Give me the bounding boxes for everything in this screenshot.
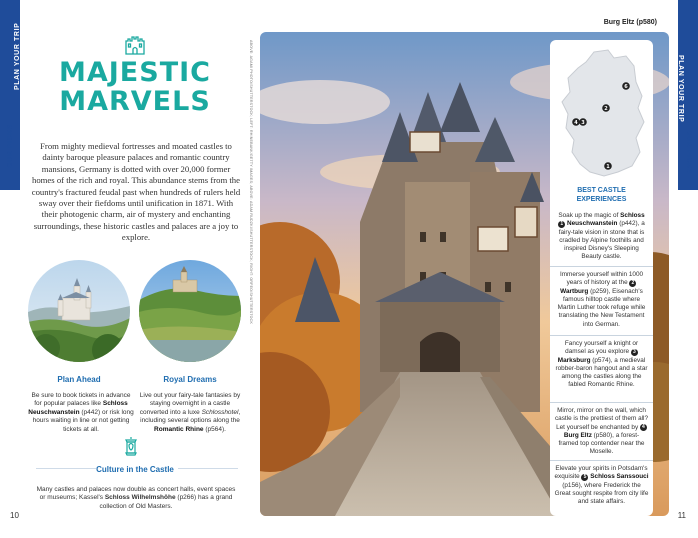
castle-icon [124, 35, 146, 55]
map-marker-label-2: 2 [604, 105, 608, 112]
plan-ahead-text: Be sure to book tickets in advance for popular palaces like Schloss Neuschwanstein (p442) or risk long hours waiting in line or not getting tickets at all. [28, 392, 134, 433]
left-tab-label: PLAN YOUR TRIP [14, 22, 21, 90]
castle-entry-1: Soak up the magic of Schloss 1 Neuschwanstein (p442), a fairy-tale vision in stone that is cradled by Alpine foothills and inspired Disney's Sleeping Beauty castle. [558, 212, 645, 261]
royal-dreams-text: Live out your fairy-tale fantasies by staying overnight in a castle converted into a luxe Schlosshotel, including several options along the Romantic Rhine (p564). [139, 392, 241, 433]
royal-dreams-heading: Royal Dreams [163, 375, 217, 384]
number-badge-4: 4 [640, 424, 647, 431]
page-title [30, 58, 240, 116]
number-badge-5: 5 [581, 474, 588, 481]
best-castle-heading [550, 186, 653, 204]
culture-text: Many castles and palaces now double as concert halls, event spaces or museums; Kassel's Schloss Wilhelmshöhe (p266) has a grand collection of Old Masters. [36, 486, 236, 510]
best-castle-heading-line2: EXPERIENCES [576, 196, 627, 203]
map-marker-label-1: 1 [606, 163, 610, 170]
culture-heading: Culture in the Castle [96, 465, 174, 474]
map-marker-label-6: 6 [624, 83, 628, 90]
title-line-2: MARVELS [59, 86, 211, 117]
neuschwanstein-photo [28, 260, 130, 362]
entry-separator [550, 335, 653, 336]
title-line-1: MAJESTIC [59, 57, 211, 88]
number-badge-3: 3 [631, 349, 638, 356]
entry-separator [550, 402, 653, 403]
entry-separator [550, 460, 653, 461]
castle-entry-5: Elevate your spirits in Potsdam's exquisite 5 Schloss Sanssouci (p156), where Frederick the Great sought respite from city life and state affairs. [554, 465, 649, 506]
germany-map [556, 48, 648, 180]
castle-entry-4: Mirror, mirror on the wall, which castle is the prettiest of them all? Let yourself be enchanted by 4 Burg Eltz (p580), a forest-framed top contender near the Moselle. [554, 407, 649, 456]
right-section-label: OUR PICKS [685, 130, 692, 175]
number-badge-2: 2 [629, 280, 636, 287]
plan-ahead-heading: Plan Ahead [57, 375, 101, 384]
rhine-castle-photo [139, 260, 241, 362]
intro-paragraph: From mighty medieval fortresses and moated castles to dainty baroque pleasure palaces and romantic country mansions, Germany is dotted with over 20,000 former homes of the rich and royal. This abundance stems from the country's fractured feudal past when hundreds of rulers held sway over their fiefdoms until unification in 1871. With their photogenic charm, air of mystery and enchanting surroundings, these historic castles and palaces are a joy to explore. [31, 141, 241, 243]
right-tab-label: PLAN YOUR TRIP [677, 55, 684, 123]
number-badge-1: 1 [558, 221, 565, 228]
map-marker-label-3: 3 [581, 119, 585, 126]
castle-entry-3: Fancy yourself a knight or damsel as you explore 3 Marksburg (p574), a medieval robber-baron hangout and a star among the castles along the fabled Romantic Rhine. [555, 340, 648, 389]
photo-credit: ABOVE: AGAMI PHOTO/SHUTTERSTOCK; LEFT: RHINEBANK/GETTY IMAGES; ABOVE: ADAM RUDZKI/SHUTTERSTOCK; RIGHT: ORFEO/SHUTTERSTOCK [249, 40, 253, 325]
best-castle-panel [550, 40, 653, 516]
map-marker-label-4: 4 [574, 119, 578, 126]
lantern-icon [123, 436, 139, 458]
page-number-right: 11 [677, 511, 686, 520]
page-number-left: 10 [10, 511, 19, 520]
best-castle-heading-line1: BEST CASTLE [577, 187, 626, 194]
photo-caption: Burg Eltz (p580) [603, 19, 657, 26]
castle-entry-2: Immerse yourself within 1000 years of history at the 2 Wartburg (p259), Eisenach's famous hilltop castle where Martin Luther took refuge while translating the New Testament into German. [557, 271, 646, 328]
entry-separator [550, 266, 653, 267]
